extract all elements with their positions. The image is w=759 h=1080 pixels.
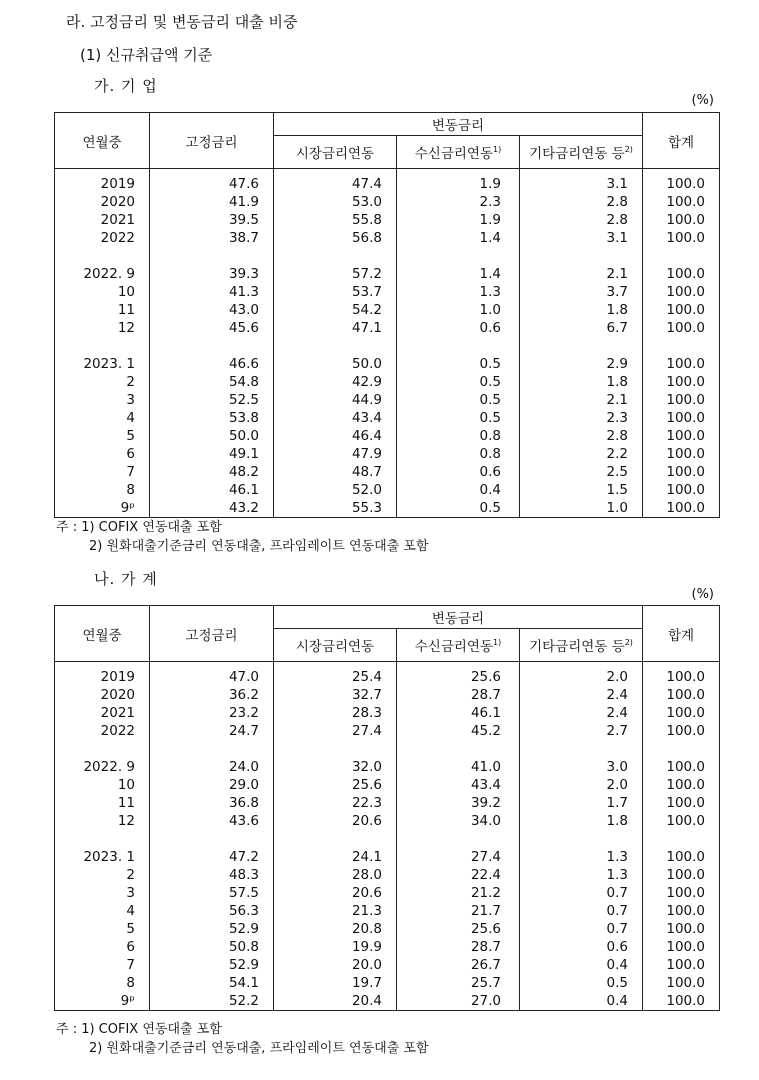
table-cell: 52.9 [150, 920, 274, 938]
table-cell: 100.0 [643, 722, 720, 740]
table-cell: 43.2 [150, 499, 274, 518]
table-row [55, 884, 720, 902]
table-cell: 0.5 [397, 391, 520, 409]
table-cell: 1.3 [397, 283, 520, 301]
table-cell: 2022 [55, 229, 150, 247]
table-row [55, 409, 720, 427]
table-cell: 1.3 [520, 848, 643, 866]
table-cell: 42.9 [274, 373, 397, 391]
header-period: 연월중 [55, 606, 150, 662]
note-2-a: 2) 원화대출기준금리 연동대출, 프라임레이트 연동대출 포함 [89, 539, 429, 554]
table-cell: 100.0 [643, 704, 720, 722]
table-cell: 9ᵖ [55, 499, 150, 518]
table-cell: 28.7 [397, 686, 520, 704]
table-cell: 7 [55, 463, 150, 481]
table-row [55, 463, 720, 481]
table-cell: 2.1 [520, 265, 643, 283]
table-cell: 4 [55, 902, 150, 920]
table-cell: 34.0 [397, 812, 520, 830]
table-cell: 21.3 [274, 902, 397, 920]
table-cell: 20.6 [274, 884, 397, 902]
table-cell: 2.4 [520, 704, 643, 722]
table-row [55, 211, 720, 229]
table-cell: 2.0 [520, 776, 643, 794]
table-cell: 100.0 [643, 920, 720, 938]
table-cell: 46.6 [150, 355, 274, 373]
table-cell: 11 [55, 301, 150, 319]
header-other: 기타금리연동 등$^{2)}$ [520, 629, 643, 662]
subsection-heading: (1) 신규취급액 기준 [80, 46, 213, 64]
table-cell: 48.7 [274, 463, 397, 481]
table-cell: 100.0 [643, 974, 720, 992]
table-cell: 8 [55, 974, 150, 992]
table-cell: 32.7 [274, 686, 397, 704]
table-cell: 3.0 [520, 758, 643, 776]
header-fixed: 고정금리 [150, 113, 274, 169]
table-cell: 0.5 [520, 974, 643, 992]
table-cell: 0.7 [520, 902, 643, 920]
note-1-b: 주 : 1) COFIX 연동대출 포함 [56, 1022, 222, 1037]
table-cell: 0.5 [397, 499, 520, 518]
table-cell: 100.0 [643, 409, 720, 427]
table-cell: 0.4 [520, 956, 643, 974]
table-cell: 39.5 [150, 211, 274, 229]
table-cell: 5 [55, 920, 150, 938]
table-cell: 2020 [55, 686, 150, 704]
table-row [55, 499, 720, 518]
table-row [55, 866, 720, 884]
table-cell: 19.7 [274, 974, 397, 992]
table-cell: 2019 [55, 169, 150, 194]
table-cell: 20.6 [274, 812, 397, 830]
table-row [55, 169, 720, 194]
table-cell: 50.0 [274, 355, 397, 373]
table-row [55, 722, 720, 740]
table-cell: 10 [55, 776, 150, 794]
table-cell: 2.2 [520, 445, 643, 463]
table-row [55, 686, 720, 704]
table-cell: 2019 [55, 662, 150, 687]
table-cell: 2.0 [520, 662, 643, 687]
table-cell: 0.5 [397, 409, 520, 427]
table-cell: 24.7 [150, 722, 274, 740]
table-cell: 3.1 [520, 169, 643, 194]
table-cell: 57.5 [150, 884, 274, 902]
table-cell: 100.0 [643, 427, 720, 445]
table-cell: 45.2 [397, 722, 520, 740]
table-row [55, 355, 720, 373]
table-row [55, 848, 720, 866]
table-cell: 2 [55, 373, 150, 391]
table-cell: 12 [55, 319, 150, 337]
table-cell: 49.1 [150, 445, 274, 463]
table-cell: 47.4 [274, 169, 397, 194]
table-cell: 25.6 [274, 776, 397, 794]
table-cell: 2.1 [520, 391, 643, 409]
table-household [54, 605, 720, 1011]
table-cell: 43.4 [397, 776, 520, 794]
table-cell: 1.8 [520, 301, 643, 319]
table-cell: 100.0 [643, 758, 720, 776]
table-cell: 0.8 [397, 427, 520, 445]
table-cell: 1.3 [520, 866, 643, 884]
table-cell: 8 [55, 481, 150, 499]
table-cell: 100.0 [643, 812, 720, 830]
table-cell: 3.7 [520, 283, 643, 301]
table-a-heading: 가. 기 업 [94, 77, 158, 95]
table-cell: 0.6 [397, 319, 520, 337]
table-cell: 100.0 [643, 265, 720, 283]
table-cell: 2021 [55, 211, 150, 229]
table-cell: 41.0 [397, 758, 520, 776]
table-cell: 0.4 [520, 992, 643, 1011]
table-cell: 47.9 [274, 445, 397, 463]
table-row [55, 992, 720, 1011]
table-cell: 41.3 [150, 283, 274, 301]
table-cell: 1.8 [520, 812, 643, 830]
table-cell: 100.0 [643, 848, 720, 866]
table-cell: 54.1 [150, 974, 274, 992]
table-cell: 21.7 [397, 902, 520, 920]
table-cell: 56.8 [274, 229, 397, 247]
table-cell: 0.6 [397, 463, 520, 481]
table-cell: 47.6 [150, 169, 274, 194]
table-cell: 100.0 [643, 169, 720, 194]
table-cell: 44.9 [274, 391, 397, 409]
table-cell: 22.3 [274, 794, 397, 812]
table-cell: 100.0 [643, 193, 720, 211]
table-row [55, 427, 720, 445]
table-row [55, 373, 720, 391]
table-cell: 43.0 [150, 301, 274, 319]
table-cell: 0.5 [397, 355, 520, 373]
table-row [55, 776, 720, 794]
table-cell: 11 [55, 794, 150, 812]
table-cell: 0.5 [397, 373, 520, 391]
table-cell: 100.0 [643, 938, 720, 956]
note-1-a: 주 : 1) COFIX 연동대출 포함 [56, 520, 222, 535]
table-cell: 54.8 [150, 373, 274, 391]
table-cell: 1.0 [520, 499, 643, 518]
header-variable: 변동금리 [274, 113, 643, 136]
table-cell: 2022 [55, 722, 150, 740]
table-cell: 2.8 [520, 427, 643, 445]
table-cell: 100.0 [643, 319, 720, 337]
table-cell: 53.7 [274, 283, 397, 301]
header-market: 시장금리연동 [274, 136, 397, 169]
table-corporate [54, 112, 720, 518]
table-cell: 1.9 [397, 211, 520, 229]
table-cell: 19.9 [274, 938, 397, 956]
table-cell: 6.7 [520, 319, 643, 337]
table-cell: 24.0 [150, 758, 274, 776]
table-cell: 28.0 [274, 866, 397, 884]
table-cell: 2 [55, 866, 150, 884]
table-cell: 2.5 [520, 463, 643, 481]
table-cell: 100.0 [643, 662, 720, 687]
table-cell: 47.0 [150, 662, 274, 687]
header-variable: 변동금리 [274, 606, 643, 629]
header-total: 합계 [643, 113, 720, 169]
table-cell: 1.9 [397, 169, 520, 194]
table-cell: 46.1 [397, 704, 520, 722]
table-cell: 1.4 [397, 229, 520, 247]
table-row [55, 704, 720, 722]
table-row [55, 319, 720, 337]
table-cell: 38.7 [150, 229, 274, 247]
table-cell: 36.8 [150, 794, 274, 812]
table-cell: 2.8 [520, 211, 643, 229]
table-cell: 7 [55, 956, 150, 974]
unit-label-b: (%) [691, 587, 714, 602]
table-cell: 0.8 [397, 445, 520, 463]
table-row [55, 481, 720, 499]
table-cell: 28.7 [397, 938, 520, 956]
unit-label-a: (%) [691, 93, 714, 108]
header-period: 연월중 [55, 113, 150, 169]
table-cell: 32.0 [274, 758, 397, 776]
table-cell: 41.9 [150, 193, 274, 211]
table-cell: 20.4 [274, 992, 397, 1011]
table-row [55, 391, 720, 409]
table-cell: 2.9 [520, 355, 643, 373]
table-cell: 27.4 [397, 848, 520, 866]
table-cell: 45.6 [150, 319, 274, 337]
table-cell: 50.0 [150, 427, 274, 445]
table-cell: 25.7 [397, 974, 520, 992]
table-cell: 43.6 [150, 812, 274, 830]
table-cell: 54.2 [274, 301, 397, 319]
table-cell: 24.1 [274, 848, 397, 866]
table-cell: 52.2 [150, 992, 274, 1011]
table-cell: 52.5 [150, 391, 274, 409]
table-row [55, 956, 720, 974]
table-cell: 39.3 [150, 265, 274, 283]
table-cell: 20.8 [274, 920, 397, 938]
table-cell: 3 [55, 884, 150, 902]
table-cell: 0.7 [520, 920, 643, 938]
table-cell: 47.1 [274, 319, 397, 337]
table-cell: 2021 [55, 704, 150, 722]
table-cell: 3.1 [520, 229, 643, 247]
table-cell: 46.4 [274, 427, 397, 445]
table-cell: 100.0 [643, 884, 720, 902]
table-cell: 100.0 [643, 211, 720, 229]
table-cell: 43.4 [274, 409, 397, 427]
table-row [55, 974, 720, 992]
table-row [55, 283, 720, 301]
header-fixed: 고정금리 [150, 606, 274, 662]
table-cell: 0.7 [520, 884, 643, 902]
table-cell: 100.0 [643, 481, 720, 499]
table-cell: 4 [55, 409, 150, 427]
table-cell: 55.8 [274, 211, 397, 229]
table-row [55, 265, 720, 283]
table-cell: 100.0 [643, 445, 720, 463]
table-cell: 1.4 [397, 265, 520, 283]
table-row [55, 920, 720, 938]
table-cell: 100.0 [643, 463, 720, 481]
table-cell: 100.0 [643, 283, 720, 301]
table-cell: 2022. 9 [55, 758, 150, 776]
table-cell: 2023. 1 [55, 355, 150, 373]
table-cell: 100.0 [643, 794, 720, 812]
table-cell: 100.0 [643, 229, 720, 247]
table-row [55, 938, 720, 956]
table-cell: 22.4 [397, 866, 520, 884]
table-cell: 100.0 [643, 776, 720, 794]
table-cell: 1.8 [520, 373, 643, 391]
header-market: 시장금리연동 [274, 629, 397, 662]
table-cell: 100.0 [643, 301, 720, 319]
table-cell: 25.6 [397, 920, 520, 938]
table-cell: 53.8 [150, 409, 274, 427]
table-cell: 1.7 [520, 794, 643, 812]
table-cell: 25.4 [274, 662, 397, 687]
table-cell: 29.0 [150, 776, 274, 794]
note-2-b: 2) 원화대출기준금리 연동대출, 프라임레이트 연동대출 포함 [89, 1041, 429, 1056]
table-row [55, 758, 720, 776]
table-cell: 21.2 [397, 884, 520, 902]
table-cell: 2.8 [520, 193, 643, 211]
table-cell: 1.0 [397, 301, 520, 319]
table-cell: 20.0 [274, 956, 397, 974]
table-cell: 0.4 [397, 481, 520, 499]
table-cell: 6 [55, 445, 150, 463]
table-cell: 12 [55, 812, 150, 830]
table-row [55, 662, 720, 687]
table-cell: 100.0 [643, 686, 720, 704]
table-cell: 2.3 [520, 409, 643, 427]
table-cell: 9ᵖ [55, 992, 150, 1011]
table-cell: 2.4 [520, 686, 643, 704]
table-cell: 2.7 [520, 722, 643, 740]
table-cell: 52.0 [274, 481, 397, 499]
table-cell: 47.2 [150, 848, 274, 866]
table-cell: 39.2 [397, 794, 520, 812]
table-cell: 48.2 [150, 463, 274, 481]
table-cell: 2020 [55, 193, 150, 211]
table-cell: 27.0 [397, 992, 520, 1011]
table-cell: 2.3 [397, 193, 520, 211]
table-row [55, 229, 720, 247]
table-cell: 25.6 [397, 662, 520, 687]
table-cell: 36.2 [150, 686, 274, 704]
table-cell: 50.8 [150, 938, 274, 956]
table-cell: 48.3 [150, 866, 274, 884]
table-cell: 55.3 [274, 499, 397, 518]
table-row [55, 812, 720, 830]
table-cell: 0.6 [520, 938, 643, 956]
table-cell: 52.9 [150, 956, 274, 974]
table-row [55, 301, 720, 319]
table-cell: 2022. 9 [55, 265, 150, 283]
table-cell: 6 [55, 938, 150, 956]
table-row [55, 902, 720, 920]
header-other: 기타금리연동 등$^{2)}$ [520, 136, 643, 169]
table-cell: 28.3 [274, 704, 397, 722]
table-cell: 100.0 [643, 902, 720, 920]
table-cell: 100.0 [643, 391, 720, 409]
table-cell: 1.5 [520, 481, 643, 499]
table-cell: 2023. 1 [55, 848, 150, 866]
table-row [55, 445, 720, 463]
table-b-heading: 나. 가 계 [94, 570, 158, 588]
section-heading: 라. 고정금리 및 변동금리 대출 비중 [66, 13, 298, 31]
table-cell: 100.0 [643, 355, 720, 373]
table-row [55, 794, 720, 812]
table-cell: 100.0 [643, 866, 720, 884]
table-cell: 5 [55, 427, 150, 445]
table-cell: 100.0 [643, 956, 720, 974]
table-row [55, 193, 720, 211]
header-deposit: 수신금리연동$^{1)}$ [397, 629, 520, 662]
table-cell: 57.2 [274, 265, 397, 283]
table-cell: 26.7 [397, 956, 520, 974]
header-total: 합계 [643, 606, 720, 662]
header-deposit: 수신금리연동$^{1)}$ [397, 136, 520, 169]
table-cell: 100.0 [643, 992, 720, 1011]
table-cell: 23.2 [150, 704, 274, 722]
table-cell: 3 [55, 391, 150, 409]
table-cell: 56.3 [150, 902, 274, 920]
table-cell: 10 [55, 283, 150, 301]
table-cell: 27.4 [274, 722, 397, 740]
table-cell: 100.0 [643, 499, 720, 518]
table-cell: 46.1 [150, 481, 274, 499]
table-cell: 53.0 [274, 193, 397, 211]
table-cell: 100.0 [643, 373, 720, 391]
